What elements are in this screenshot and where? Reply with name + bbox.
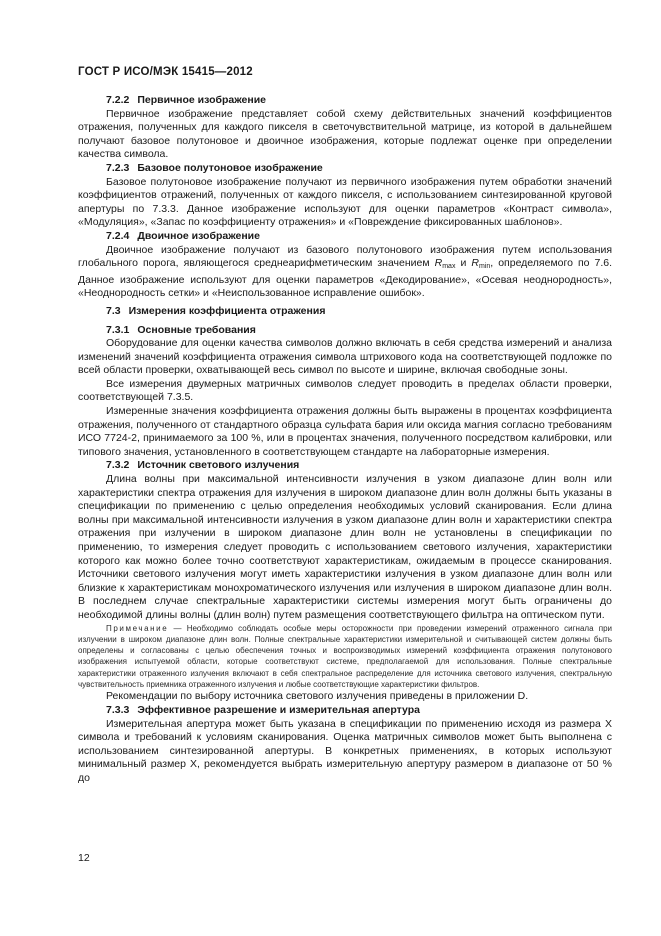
paragraph: Первичное изображение представляет собой схему действительных значений коэффициентов отражения, полученных для каждого пикселя в светочувствительной матрице, из которой в дальнейшем получают базовое полутоновое и двоичное изображения, которые подлежат оценке при определении качества символа.	[78, 107, 612, 161]
section-heading-7-2-4	[78, 230, 612, 244]
r-min-subscript: min	[478, 263, 491, 271]
paragraph: Длина волны при максимальной интенсивности излучения в узком диапазоне длин волн или характеристики спектра отражения для излучения в широком диапазоне длин волн должны быть указаны в спецификации по применению с целью определения необходимых условий сканирования. Если длина волны при максимальной интенсивности излучения в узком диапазоне длин волн и характеристики спектра отражения при излучении в широком диапазоне длин волн не установлены в спецификации по применению, то измерения следует проводить с использованием светового излучения, характеристики которого как можно более точно соответствуют характеристикам, ожидаемым в процессе сканирования. Источники светового излучения могут иметь характеристики излучения в узком диапазоне длин волн или близкие к характеристикам монохроматического излучения или излучения в широком диапазоне длин волн. В последнем случае спектральные характеристики системы измерения могут быть ограничены до необходимой длины волны (длин волн) путем размещения соответствующего фильтра на оптическом пути.	[78, 473, 612, 621]
section-number: 7.3.1	[106, 323, 130, 336]
section-title: Основные требования	[137, 323, 256, 336]
section-title: Источник светового излучения	[137, 459, 300, 472]
paragraph: Измерительная апертура может быть указана в спецификации по применению исходя из размера X символа и требований к условиям сканирования. Оценка матричных символов может быть выполнена с использованием синтезированной апертуры. В конкретных применениях, в которых используют минимальный размер X, рекомендуется выбрать измерительную апертуру размером в диапазоне от 50 % до	[78, 717, 612, 784]
section-heading-7-2-3	[78, 162, 612, 176]
note-text: — Необходимо соблюдать особые меры осторожности при проведении измерений отраженного сигнала при излучении в широком диапазоне длин волн. Полные спектральные характеристики измерительной и считывающей систем должны быть определены и согласованы с целью обеспечения точных и воспроизводимых измерений коэффициента отражения полутонового изображения испытуемой области, которые соответствуют системе, предполагаемой для использования. Полные спектральные характеристики отраженного излучения включают в себя спектральное распределение для источника светового излучения, спектральную чувствительность приемника отраженного излучения и любые соответствующие характеристики фильтров.	[78, 623, 612, 690]
section-heading-7-3-1	[78, 324, 612, 338]
paragraph: Измеренные значения коэффициента отражения должны быть выражены в процентах коэффициента отражения, полученного от стандартного образца сульфата бария или оксида магния согласно требованиям ИСО 7724-2, принимаемого за 100 %, или в процентах значения, полученного посредством калибровки, или типового значения, установленного в соответствующем стандарте на лабораторные измерения.	[78, 405, 612, 458]
section-heading-7-3-2	[78, 459, 612, 473]
r-max-subscript: max	[442, 263, 456, 271]
section-number: 7.3.3	[106, 703, 130, 716]
r-symbol: R	[434, 257, 443, 270]
section-title: Эффективное разрешение и измерительная апертура	[137, 703, 420, 716]
section-title: Измерения коэффициента отражения	[128, 304, 326, 317]
section-number: 7.2.4	[106, 229, 130, 242]
section-number: 7.2.2	[106, 94, 130, 106]
section-heading-7-3-3	[78, 704, 612, 718]
section-number: 7.3	[106, 304, 121, 317]
section-heading-7-3	[78, 305, 612, 319]
paragraph: Базовое полутоновое изображение получают из первичного изображения путем обработки значений коэффициентов отражений, полученных от каждого пикселя, с использованием синтезированной круговой апертуры по 7.3.3. Данное изображение используют для оценки параметров «Контраст символа», «Модуляция», «Запас по коэффициенту отражения» и «Повреждение фиксированных шаблонов».	[78, 175, 612, 229]
paragraph: Двоичное изображение получают из базового полутонового изображения путем использования глобального порога, являющегося среднеарифметическим значением $R_{max}$ и $R_{min}$, определяемого по 7.6. Данное изображение используют для оценки параметров «Декодирование», «Осевая неоднородность», «Неоднородность сетки» и «Неиспользованное исправление ошибок».	[78, 243, 613, 300]
paragraph: Оборудование для оценки качества символов должно включать в себя средства измерений и анализа изменений значений коэффициента отражения символа штрихового кода на соответствующей подложке по всей области проверки, охватывающей весь символ по высоте и ширине, включая свободные зоны.	[78, 337, 612, 377]
page-number: 12	[78, 852, 90, 864]
document-body	[78, 94, 612, 786]
section-number: 7.3.2	[106, 459, 130, 472]
section-title: Двоичное изображение	[137, 229, 260, 242]
section-title: Первичное изображение	[137, 94, 267, 106]
paragraph: Рекомендации по выбору источника светового излучения приведены в приложении D.	[106, 690, 529, 703]
note	[78, 623, 612, 691]
paragraph: Все измерения двумерных матричных символов следует проводить в пределах области проверки, соответствующей 7.3.5.	[78, 377, 612, 404]
document-header: ГОСТ Р ИСО/МЭК 15415—2012	[78, 66, 253, 78]
r-symbol: R	[471, 257, 479, 270]
section-number: 7.2.3	[106, 161, 130, 174]
section-title: Базовое полутоновое изображение	[137, 161, 323, 174]
note-label: Примечание	[106, 623, 169, 633]
section-heading-7-2-2	[78, 94, 612, 108]
